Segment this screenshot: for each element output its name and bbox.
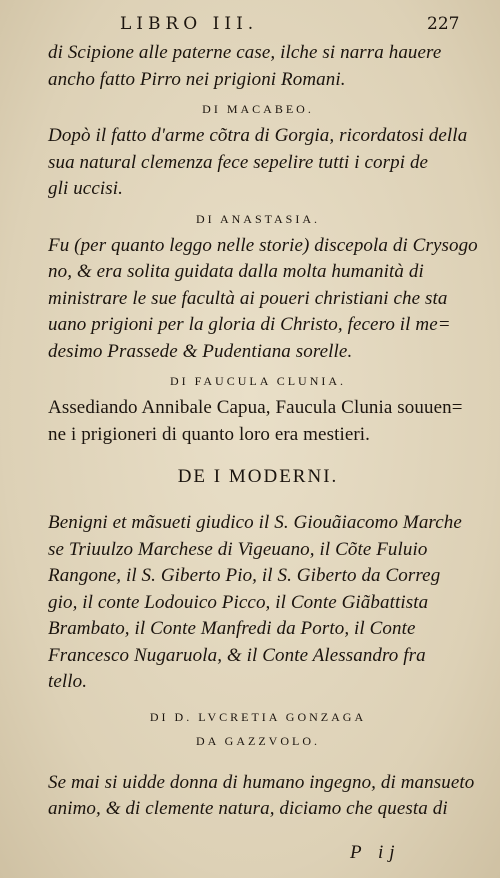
text-line: gio, il conte Lodouico Picco, il Conte Giãbattista: [48, 591, 429, 613]
text-line: Francesco Nugaruola, & il Conte Alessandro fra: [48, 644, 426, 666]
text-line: gli uccisi.: [48, 178, 123, 199]
paragraph-macabeo: [48, 123, 468, 203]
paragraph-anastasia: [48, 233, 478, 366]
page-header: [0, 12, 500, 40]
text-line: animo, & di clemente natura, diciamo che questa di: [48, 798, 448, 819]
text-line: ministrare le sue facultà ai poueri christiani che sta: [48, 287, 448, 309]
text-line: Fu (per quanto leggo nelle storie) discepola di Crysogo: [48, 234, 478, 256]
signature-mark: P ij: [350, 842, 401, 863]
section-heading-lucretia-1: DI D. LVCRETIA GONZAGA: [149, 709, 367, 724]
text-line: no, & era solita guidata dalla molta humanità di: [48, 261, 424, 282]
section-heading-anastasia: DI ANASTASIA.: [195, 211, 321, 226]
paragraph-moderni: [48, 510, 468, 696]
section-heading-macabeo: DI MACABEO.: [202, 102, 314, 116]
running-head: LIBRO III.: [120, 14, 259, 34]
text-line: se Triuulzo Marchese di Vigeuano, il Cõte Fuluio: [48, 538, 428, 560]
paragraph-faucula: [48, 395, 468, 448]
paragraph-lucretia: [48, 770, 475, 823]
text-line: uano prigioni per la gloria di Christo, fecero il me=: [48, 314, 451, 335]
section-heading-faucula: DI FAUCULA CLUNIA.: [169, 374, 347, 388]
text-line: di Scipione alle paterne case, ilche si narra hauere: [48, 42, 442, 63]
body-text: [48, 40, 478, 823]
text-line: Brambato, il Conte Manfredi da Porto, il Conte: [48, 618, 416, 639]
text-line: sua natural clemenza fece sepelire tutti i corpi de: [48, 151, 429, 173]
section-heading-lucretia-2: DA GAZZVOLO.: [196, 733, 320, 748]
text-line: tello.: [48, 671, 88, 692]
text-line: Assediando Annibale Capua, Faucula Clunia souuen=: [48, 397, 463, 418]
text-line: Benigni et mãsueti giudico il S. Giouãiacomo Marche: [48, 512, 462, 533]
text-line: desimo Prassede & Pudentiana sorelle.: [48, 340, 353, 362]
page-number: 227: [427, 14, 460, 34]
text-line: Se mai si uidde donna di humano ingegno, di mansueto: [48, 771, 475, 793]
intro-paragraph: [48, 40, 468, 93]
text-line: ancho fatto Pirro nei prigioni Romani.: [48, 68, 346, 90]
section-heading-moderni: DE I MODERNI.: [177, 466, 339, 487]
text-line: Rangone, il S. Giberto Pio, il S. Giberto da Correg: [48, 565, 441, 586]
text-line: Dopò il fatto d'arme cõtra di Gorgia, ricordatosi della: [48, 125, 468, 146]
text-line: ne i prigioneri di quanto loro era mestieri.: [48, 423, 371, 445]
